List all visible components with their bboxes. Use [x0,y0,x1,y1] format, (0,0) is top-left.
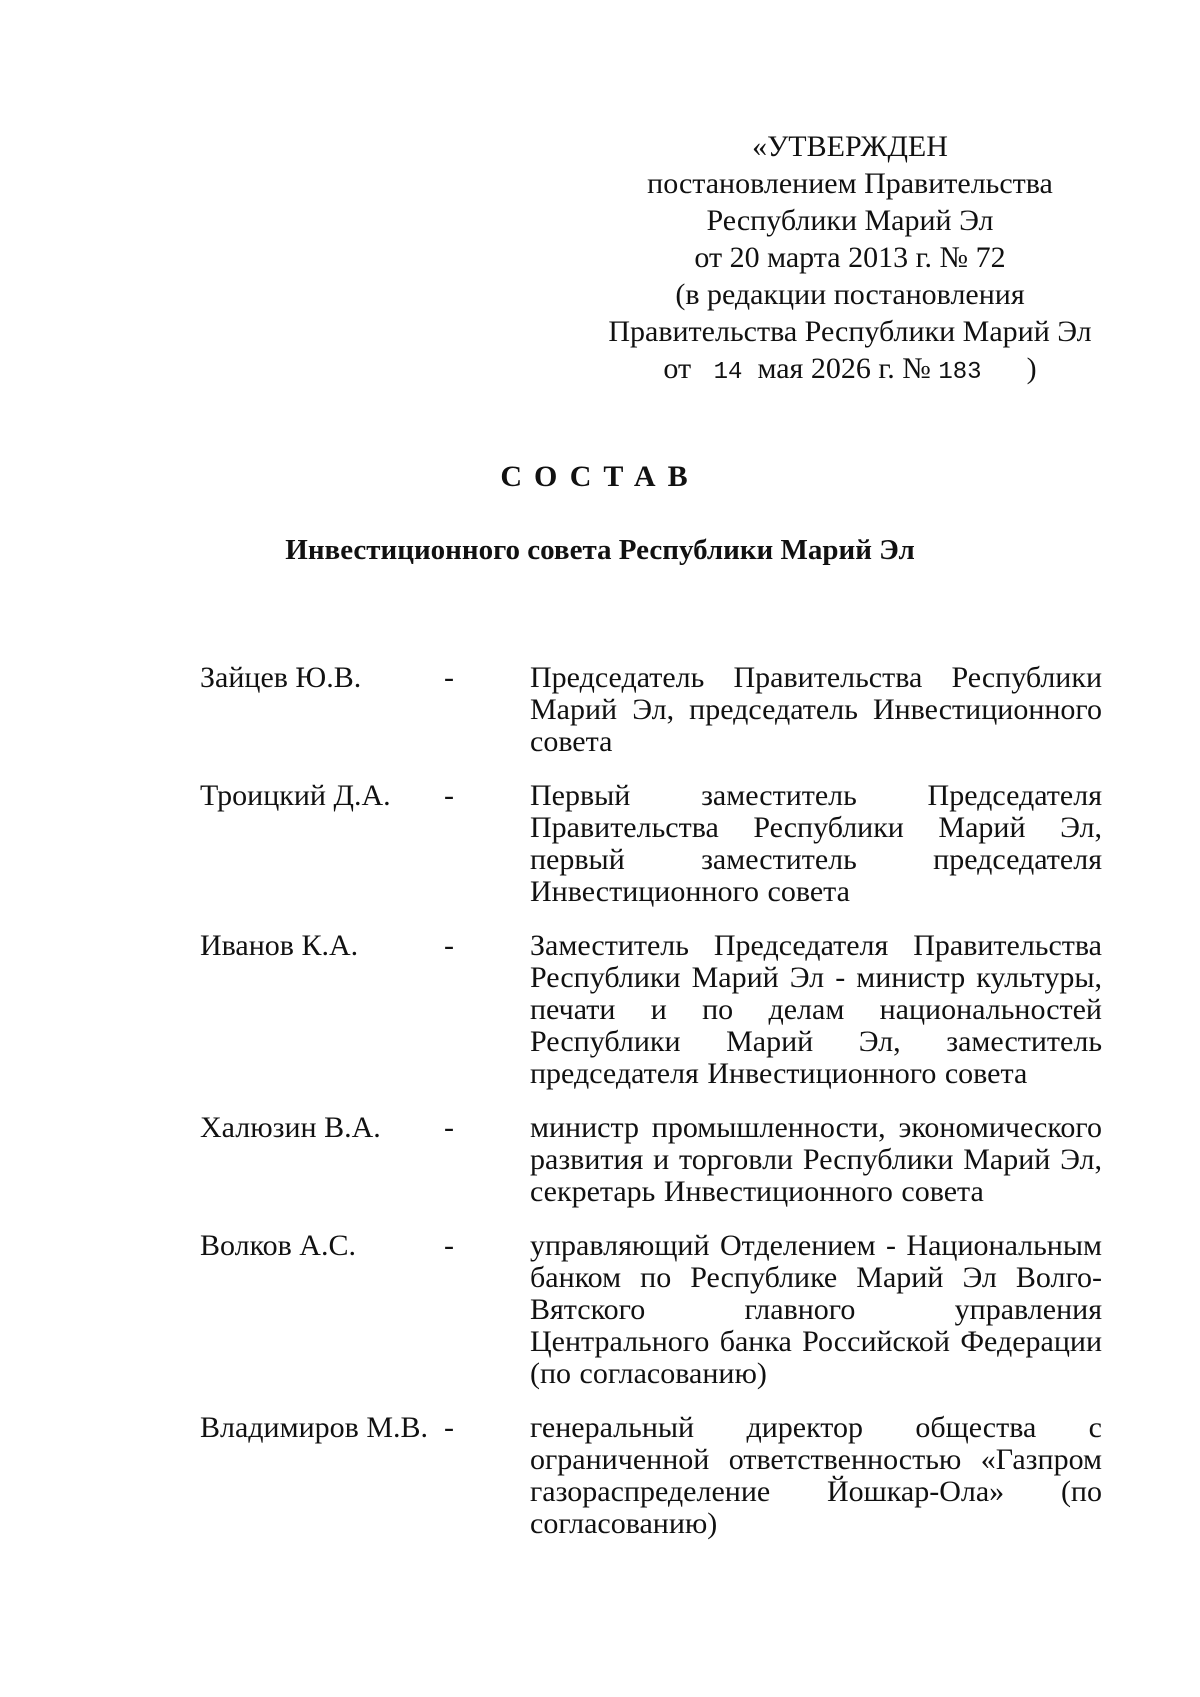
member-name: Иванов К.А. [200,929,359,962]
member-dash: - [444,1111,454,1144]
member-dash: - [444,661,454,694]
approval-line-revision: (в редакции постановления [675,278,1025,311]
approval-line-original-date: от 20 марта 2013 г. № 72 [694,241,1006,274]
document-subtitle: Инвестиционного совета Республики Марий Эл [285,534,915,566]
revision-date-prefix: от [663,352,692,385]
member-row [200,1412,1102,1540]
revision-date-suffix: ) [1026,352,1037,385]
approval-line-by-resolution: постановлением Правительства [647,167,1053,200]
approval-line-government: Правительства Республики Марий Эл [608,315,1092,348]
member-role: управляющий Отделением - Национальным банком по Республике Марий Эл Волго-Вятского главного управления Центрального банка Российской Федерации (по согласованию) [530,1229,1102,1390]
approval-line-revision-date [600,350,1100,391]
member-row [200,930,1102,1090]
member-name: Волков А.С. [200,1229,356,1262]
member-dash: - [444,929,454,962]
member-role: Заместитель Председателя Правительства Республики Марий Эл - министр культуры, печати и по делам национальностей Республики Марий Эл, заместитель председателя Инвестиционного совета [530,929,1102,1090]
member-name: Зайцев Ю.В. [200,661,362,694]
member-row [200,1230,1102,1390]
revision-date-middle: мая 2026 г. № [757,352,931,385]
revision-day: 14 [713,359,743,386]
member-row [200,1112,1102,1208]
member-role: Председатель Правительства Республики Марий Эл, председатель Инвестиционного совета [530,661,1102,758]
member-name: Халюзин В.А. [200,1111,381,1144]
approval-line-republic: Республики Марий Эл [706,204,994,237]
member-dash: - [444,1229,454,1262]
document-title: СОСТАВ [500,460,700,493]
members-list [200,662,1102,1540]
member-role: министр промышленности, экономического развития и торговли Республики Марий Эл, секретарь Инвестиционного совета [530,1111,1102,1208]
approval-line-approved: «УТВЕРЖДЕН [752,130,948,163]
member-name: Владимиров М.В. [200,1411,429,1444]
member-dash: - [444,1411,454,1444]
member-role: генеральный директор общества с ограниченной ответственностью «Газпром газораспределение Йошкар-Ола» (по согласованию) [530,1411,1102,1540]
revision-number: 183 [938,359,982,386]
member-row [200,780,1102,908]
member-name: Троицкий Д.А. [200,779,391,812]
member-dash: - [444,779,454,812]
member-row [200,662,1102,758]
approval-stamp-block [600,128,1100,391]
member-role: Первый заместитель Председателя Правительства Республики Марий Эл, первый заместитель председателя Инвестиционного совета [530,779,1102,908]
